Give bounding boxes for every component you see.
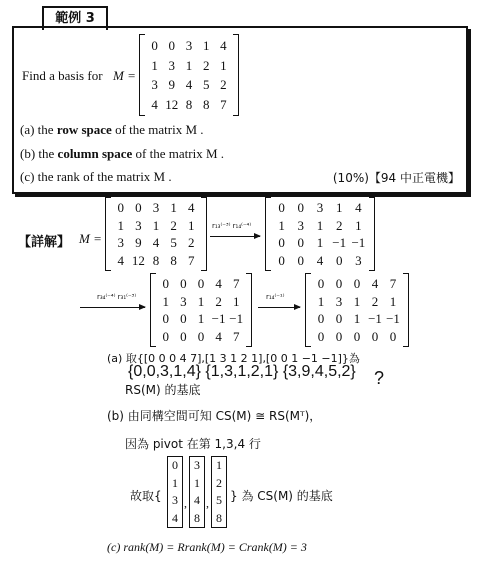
matrix-cell: 0	[353, 328, 361, 344]
matrix-cell: −1	[386, 311, 400, 327]
matrix-cell: 0	[335, 311, 343, 327]
solution-label: 【詳解】	[18, 235, 71, 250]
matrix-cell: 0	[151, 38, 158, 54]
matrix-cell: 1	[197, 311, 205, 327]
matrix-cell: 5	[170, 235, 177, 251]
matrix-cell: 0	[278, 200, 285, 216]
comma: ,	[184, 496, 187, 510]
matrix-cell: 0	[278, 252, 285, 268]
problem-matrix	[139, 34, 239, 116]
matrix-cell: 1	[335, 200, 343, 216]
matrix-cell: 0	[335, 328, 343, 344]
matrix-cell: 0	[317, 328, 325, 344]
matrix-cell: 4	[187, 200, 195, 216]
matrix-cell: 9	[168, 77, 176, 93]
answer-b-pivot: 因為 pivot 在第 1,3,4 行	[125, 437, 261, 451]
matrix-cell: 3	[297, 217, 305, 233]
answer-b-take: 故取{	[130, 489, 162, 503]
matrix-cell: 0	[180, 328, 187, 344]
matrix-cell: 7	[220, 96, 227, 112]
matrix-step-3	[305, 273, 409, 347]
matrix-cell: 0	[389, 328, 397, 344]
matrix-cell: 1	[389, 293, 397, 309]
matrix-cell: 0	[297, 200, 305, 216]
matrix-cell: 4	[220, 38, 227, 54]
matrix-cell: 1	[232, 293, 240, 309]
row-op-2: r₃₄⁽⁻⁴⁾ r₃₁⁽⁻³⁾	[97, 293, 137, 301]
matrix-cell: 3	[316, 200, 324, 216]
matrix-cell: 1	[187, 217, 195, 233]
matrix-cell: 0	[162, 276, 170, 292]
arrow-2	[80, 307, 145, 308]
column-vector	[211, 456, 227, 528]
matrix-cell: 8	[185, 96, 193, 112]
matrix-cell: 0	[197, 276, 205, 292]
matrix-cell: 5	[202, 77, 210, 93]
matrix-cell: 3	[185, 38, 193, 54]
matrix-cell: 0	[353, 276, 361, 292]
matrix-cell: 2	[335, 217, 343, 233]
vector-entry: 3	[172, 493, 178, 508]
matrix-step-2	[150, 273, 252, 347]
matrix-cell: −1	[351, 235, 366, 251]
matrix-cell: −1	[332, 235, 347, 251]
matrix-cell: 4	[355, 200, 362, 216]
matrix-cell: 3	[335, 293, 343, 309]
matrix-cell: 4	[117, 252, 125, 268]
vector-entry: 1	[216, 458, 222, 473]
matrix-cell: 1	[353, 311, 361, 327]
vector-entry: 1	[194, 475, 200, 490]
matrix-step-0	[105, 197, 207, 271]
matrix-cell: 2	[170, 217, 177, 233]
part-c: (c) the rank of the matrix M .	[20, 169, 172, 184]
matrix-cell: 0	[317, 311, 325, 327]
row-op-3: r₁₄⁽⁻¹⁾	[266, 293, 285, 301]
vector-entry: 8	[216, 510, 222, 525]
answer-c-line: (c) rank(M) = Rrank(M) = Crank(M) = 3	[107, 540, 307, 554]
matrix-cell: 4	[316, 252, 324, 268]
vector-entry: 1	[172, 475, 178, 490]
vector-entry: 3	[194, 458, 200, 473]
answer-b-basis: } 為 CS(M) 的基底	[230, 489, 333, 503]
matrix-cell: 1	[117, 217, 125, 233]
matrix-cell: 1	[202, 38, 210, 54]
vector-entry: 8	[194, 510, 200, 525]
vector-entry: 0	[172, 458, 178, 473]
matrix-cell: 4	[185, 77, 193, 93]
matrix-cell: 0	[135, 200, 142, 216]
matrix-cell: 1	[353, 293, 361, 309]
column-vector	[189, 456, 205, 528]
problem-box	[12, 26, 468, 194]
matrix-cell: 1	[278, 217, 285, 233]
matrix-cell: 1	[355, 217, 362, 233]
matrix-cell: 7	[232, 328, 240, 344]
matrix-cell: 0	[335, 276, 343, 292]
vector-entry: 2	[216, 475, 222, 490]
arrow-1	[210, 236, 260, 237]
row-op-1: r₁₃⁽⁻³⁾ r₁₄⁽⁻⁴⁾	[212, 222, 252, 230]
arrow-3	[258, 307, 300, 308]
matrix-cell: 2	[202, 57, 210, 73]
matrix-cell: 0	[297, 235, 305, 251]
matrix-cell: 7	[389, 276, 397, 292]
vector-entry: 5	[216, 493, 222, 508]
matrix-cell: 8	[170, 252, 177, 268]
vector-entry: 4	[172, 510, 178, 525]
matrix-cell: 7	[232, 276, 240, 292]
matrix-cell: 8	[152, 252, 160, 268]
matrix-cell: 1	[317, 293, 325, 309]
matrix-cell: 7	[187, 252, 195, 268]
problem-prompt: Find a basis for	[22, 68, 103, 83]
matrix-cell: 4	[151, 96, 158, 112]
matrix-cell: 0	[162, 328, 170, 344]
matrix-cell: 1	[162, 293, 170, 309]
matrix-cell: 1	[185, 57, 193, 73]
matrix-step-1	[265, 197, 375, 271]
handwritten-question-mark: ?	[374, 368, 385, 388]
matrix-cell: 0	[180, 311, 187, 327]
matrix-cell: 4	[152, 235, 160, 251]
matrix-cell: 0	[297, 252, 305, 268]
column-vector	[167, 456, 183, 528]
matrix-cell: 9	[135, 235, 142, 251]
matrix-cell: 1	[170, 200, 177, 216]
matrix-cell: −1	[229, 311, 244, 327]
exam-source: (10%)【94 中正電機】	[332, 171, 460, 185]
comma: ,	[206, 496, 209, 510]
matrix-cell: 3	[135, 217, 142, 233]
matrix-cell: 0	[371, 328, 379, 344]
matrix-cell: 0	[180, 276, 187, 292]
handwritten-note: {0,0,3,1,4} {1,3,1,2,1} {3,9,4,5,2}	[128, 363, 356, 380]
matrix-cell: 0	[168, 38, 176, 54]
matrix-cell: 2	[215, 293, 222, 309]
matrix-cell: 0	[335, 252, 343, 268]
matrix-cell: 2	[220, 77, 227, 93]
part-a: (a) the row space of the matrix M .	[20, 122, 204, 137]
matrix-cell: 1	[197, 293, 205, 309]
matrix-cell: 3	[355, 252, 362, 268]
matrix-cell: 2	[371, 293, 379, 309]
matrix-cell: 0	[317, 276, 325, 292]
matrix-cell: 0	[197, 328, 205, 344]
answer-a-line: (a) 取{[0 0 0 4 7],[1 3 1 2 1],[0 0 1 −1 −1]}為	[107, 352, 360, 365]
matrix-cell: 0	[278, 235, 285, 251]
matrix-cell: 1	[316, 217, 324, 233]
matrix-cell: 1	[316, 235, 324, 251]
matrix-cell: 1	[220, 57, 227, 73]
matrix-cell: 4	[215, 276, 222, 292]
matrix-cell: 3	[152, 200, 160, 216]
part-b: (b) the column space of the matrix M .	[20, 146, 225, 161]
matrix-cell: 3	[180, 293, 187, 309]
matrix-cell: 0	[117, 200, 125, 216]
matrix-cell: 2	[187, 235, 195, 251]
matrix-cell: 8	[202, 96, 210, 112]
matrix-cell: 1	[152, 217, 160, 233]
vector-entry: 4	[194, 493, 200, 508]
answer-a-basis: RS(M) 的基底	[125, 383, 201, 397]
matrix-cell: 12	[165, 96, 179, 112]
matrix-cell: 3	[168, 57, 176, 73]
matrix-cell: 1	[151, 57, 158, 73]
matrix-cell: 4	[371, 276, 379, 292]
matrix-cell: 12	[131, 252, 145, 268]
solution-m: M =	[79, 231, 102, 246]
example-tab: 範例 3	[42, 6, 108, 30]
matrix-cell: 4	[215, 328, 222, 344]
matrix-cell: 3	[117, 235, 125, 251]
matrix-cell: 0	[162, 311, 170, 327]
matrix-cell: −1	[368, 311, 382, 327]
matrix-cell: −1	[211, 311, 226, 327]
matrix-name: M =	[113, 68, 136, 83]
answer-b-line: (b) 由同構空間可知 CS(M) ≅ RS(Mᵀ)，	[107, 409, 322, 423]
matrix-cell: 3	[151, 77, 158, 93]
